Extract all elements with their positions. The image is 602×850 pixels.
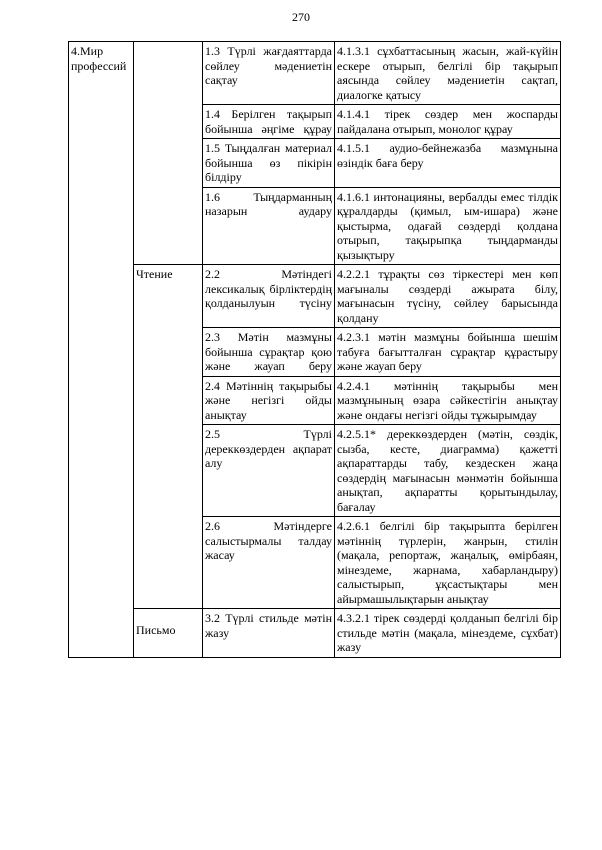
description-cell [335,376,561,425]
objective-cell [203,609,335,658]
description-cell [335,609,561,658]
description-text: 4.2.2.1 тұрақты сөз тіркестері мен көп мағыналы сөздерді ажырата білу, мағынасын түсіну, сөйлеу барысында қолдану [337,267,558,325]
objective-cell [203,328,335,377]
page-number: 270 [292,10,310,24]
skill-label: Чтение [136,267,173,281]
description-cell [335,265,561,328]
objective-text: 2.4 Мәтіннің тақырыбы және негізгі ойды анықтау [205,378,332,422]
objective-cell [203,42,335,105]
objective-text: 1.4 Берілген тақырып бойынша әңгіме құрау [205,107,332,136]
objective-text: 1.6 Тыңдарманның назарын аудару [205,189,332,218]
description-text: 4.1.3.1 сұхбаттасының жасын, жай-күйін ескере отырып, белгілі бір тақырып аясында сөйлеу мәдениетін сақтап, диалогке қатысу [337,44,558,102]
description-text: 4.1.6.1 интонацияны, вербалды емес тілдік құралдарды (қимыл, ым-ишара) және қыстырма, одағай сөздерді қолдана отырып, тақырыпқа тыңдарманды қызықтыру [337,189,558,262]
objective-text: 1.3 Түрлі жағдаяттарда сөйлеу мәдениетін сақтау [205,44,332,87]
description-text: 4.1.4.1 тірек сөздер мен жоспарды пайдалана отырып, монолог құрау [337,107,558,136]
objective-text: 2.6 Мәтіндерге салыстырмалы талдау жасау [205,519,332,562]
objective-text: 2.3 Мәтін мазмұны бойынша сұрақтар қою және жауап беру [205,330,332,373]
skill-cell-writing [134,609,203,658]
objective-text: 3.2 Түрлі стильде мәтін жазу [205,611,332,640]
description-cell [335,517,561,609]
skill-cell-listening [134,42,203,265]
objective-cell [203,425,335,517]
table-row [69,265,561,328]
objective-cell [203,376,335,425]
skill-cell-reading [134,265,203,609]
curriculum-table [68,41,561,658]
table-row [69,42,561,105]
description-cell [335,187,561,265]
description-text: 4.2.3.1 мәтін мазмұны бойынша шешім табуға бағытталған сұрақтар құрастыру және жауап беру [337,330,558,373]
objective-cell [203,517,335,609]
description-cell [335,42,561,105]
objective-cell [203,187,335,265]
table-row [69,609,561,658]
description-cell [335,105,561,139]
description-text: 4.1.5.1 аудио-бейнежазба мазмұнына өзіндік баға беру [337,141,558,170]
theme-cell [69,42,134,658]
objective-cell [203,105,335,139]
description-cell [335,425,561,517]
description-text: 4.2.4.1 мәтіннің тақырыбы мен мазмұнының өзара сәйкестігін анықтау және ондағы негізгі ойды тұжырымдау [337,378,558,422]
theme-label: 4.Мир профессий [71,44,127,73]
description-text: 4.2.5.1* дереккөздерден (мәтін, сөздік, сызба, кесте, диаграмма) қажетті ақпараттарды табу, кездескен жаңа сөздердің мағынасын мәнмәтін бойынша анықтап, ақпаратты қорытындылау, бағалау [337,427,558,514]
description-cell [335,328,561,377]
objective-text: 2.2 Мәтіндегі лексикалық бірліктердің қолданылуын түсіну [205,267,332,310]
skill-label: Письмо [136,623,176,637]
objective-cell [203,139,335,188]
description-cell [335,139,561,188]
objective-text: 2.5 Түрлі дереккөздерден ақпарат алу [205,427,332,470]
description-text: 4.2.6.1 белгілі бір тақырыпта берілген мәтіннің түрлерін, жанрын, стилін (мақала, репортаж, жаңалық, өмірбаян, мінездеме, жарнама, хабарландыру) салыстырып, ұқсастықтары мен айырмашылықтарын анықтау [337,519,558,606]
objective-cell [203,265,335,328]
description-text: 4.3.2.1 тірек сөздерді қолданып белгілі бір стильде мәтін (мақала, мінездеме, сұхбат) жазу [337,611,558,654]
objective-text: 1.5 Тыңдалған материал бойынша өз пікірін білдіру [205,141,332,184]
